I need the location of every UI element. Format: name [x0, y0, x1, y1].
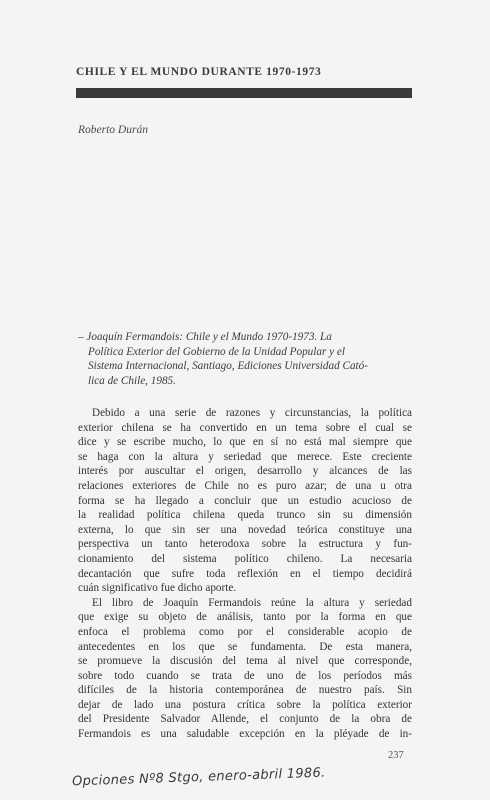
author-name: Roberto Durán: [78, 124, 148, 136]
handwritten-citation: Opciones Nº8 Stgo, enero-abril 1986.: [71, 765, 326, 790]
paragraph: [78, 406, 412, 596]
text-line: que exige su objeto de análisis, tanto por la forma en que: [78, 611, 412, 624]
text-line: interés por auscultar el origen, desarrollo y alcances de las: [78, 465, 412, 478]
text-line: cuán significativo fue dicho aporte.: [78, 582, 237, 595]
text-line: dejar de lado una postura crítica sobre la política exterior: [78, 698, 412, 711]
reference-line: Política Exterior del Gobierno de la Unidad Popular y el: [88, 345, 345, 358]
article-title: CHILE Y EL MUNDO DURANTE 1970-1973: [76, 66, 322, 78]
text-line: externa, lo que sin ser una novedad teórica constituye una: [78, 523, 412, 536]
paragraph: [78, 596, 412, 742]
text-line: sobre todo cuando se trata de uno de los períodos más: [78, 669, 412, 682]
text-line: El libro de Joaquín Fermandois reúne la altura y seriedad: [92, 596, 412, 609]
text-line: difíciles de la historia contemporánea de nuestro país. Sin: [78, 684, 412, 697]
text-line: la realidad política chilena queda trunco sin su dimensión: [78, 509, 412, 522]
text-line: cionamiento del sistema político chileno. La necesaria: [78, 552, 412, 565]
text-line: exterior chilena se ha convertido en un tema sobre el cual se: [78, 421, 412, 434]
text-line: del Presidente Salvador Allende, el conjunto de la obra de: [78, 713, 412, 726]
text-line: se promueve la discusión del tema al nivel que corresponde,: [78, 655, 412, 668]
text-line: Fermandois es una saludable excepción en la pléyade de in-: [78, 728, 412, 741]
reference-line: Sistema Internacional, Santiago, Ediciones Universidad Cató-: [88, 360, 368, 372]
text-line: enfoca el problema como por el considerable acopio de: [78, 625, 412, 638]
reference-line: lica de Chile, 1985.: [88, 374, 176, 387]
text-line: se haga con la altura y seriedad que merece. Este creciente: [78, 450, 412, 463]
text-line: perspectiva un tanto heterodoxa sobre la estructura y fun-: [78, 538, 412, 551]
text-line: decantación que sufre toda reflexión en el tiempo decidirá: [78, 567, 412, 580]
text-line: Debido a una serie de razones y circunstancias, la política: [92, 407, 412, 419]
text-line: forma se ha llegado a concluir que un estudio acucioso de: [78, 494, 412, 507]
title-rule: [76, 88, 412, 98]
book-reference: [78, 330, 412, 388]
article-body: [78, 406, 412, 742]
reference-line: – Joaquín Fermandois: Chile y el Mundo 1970-1973. La: [78, 331, 332, 343]
page-number: 237: [388, 750, 404, 761]
text-line: antecedentes en los que se fundamenta. De esta manera,: [78, 640, 412, 653]
text-line: dice y se escribe mucho, lo que en sí no está mal siempre que: [78, 436, 412, 449]
text-line: relaciones exteriores de Chile no es puro azar; de una u otra: [78, 479, 412, 492]
